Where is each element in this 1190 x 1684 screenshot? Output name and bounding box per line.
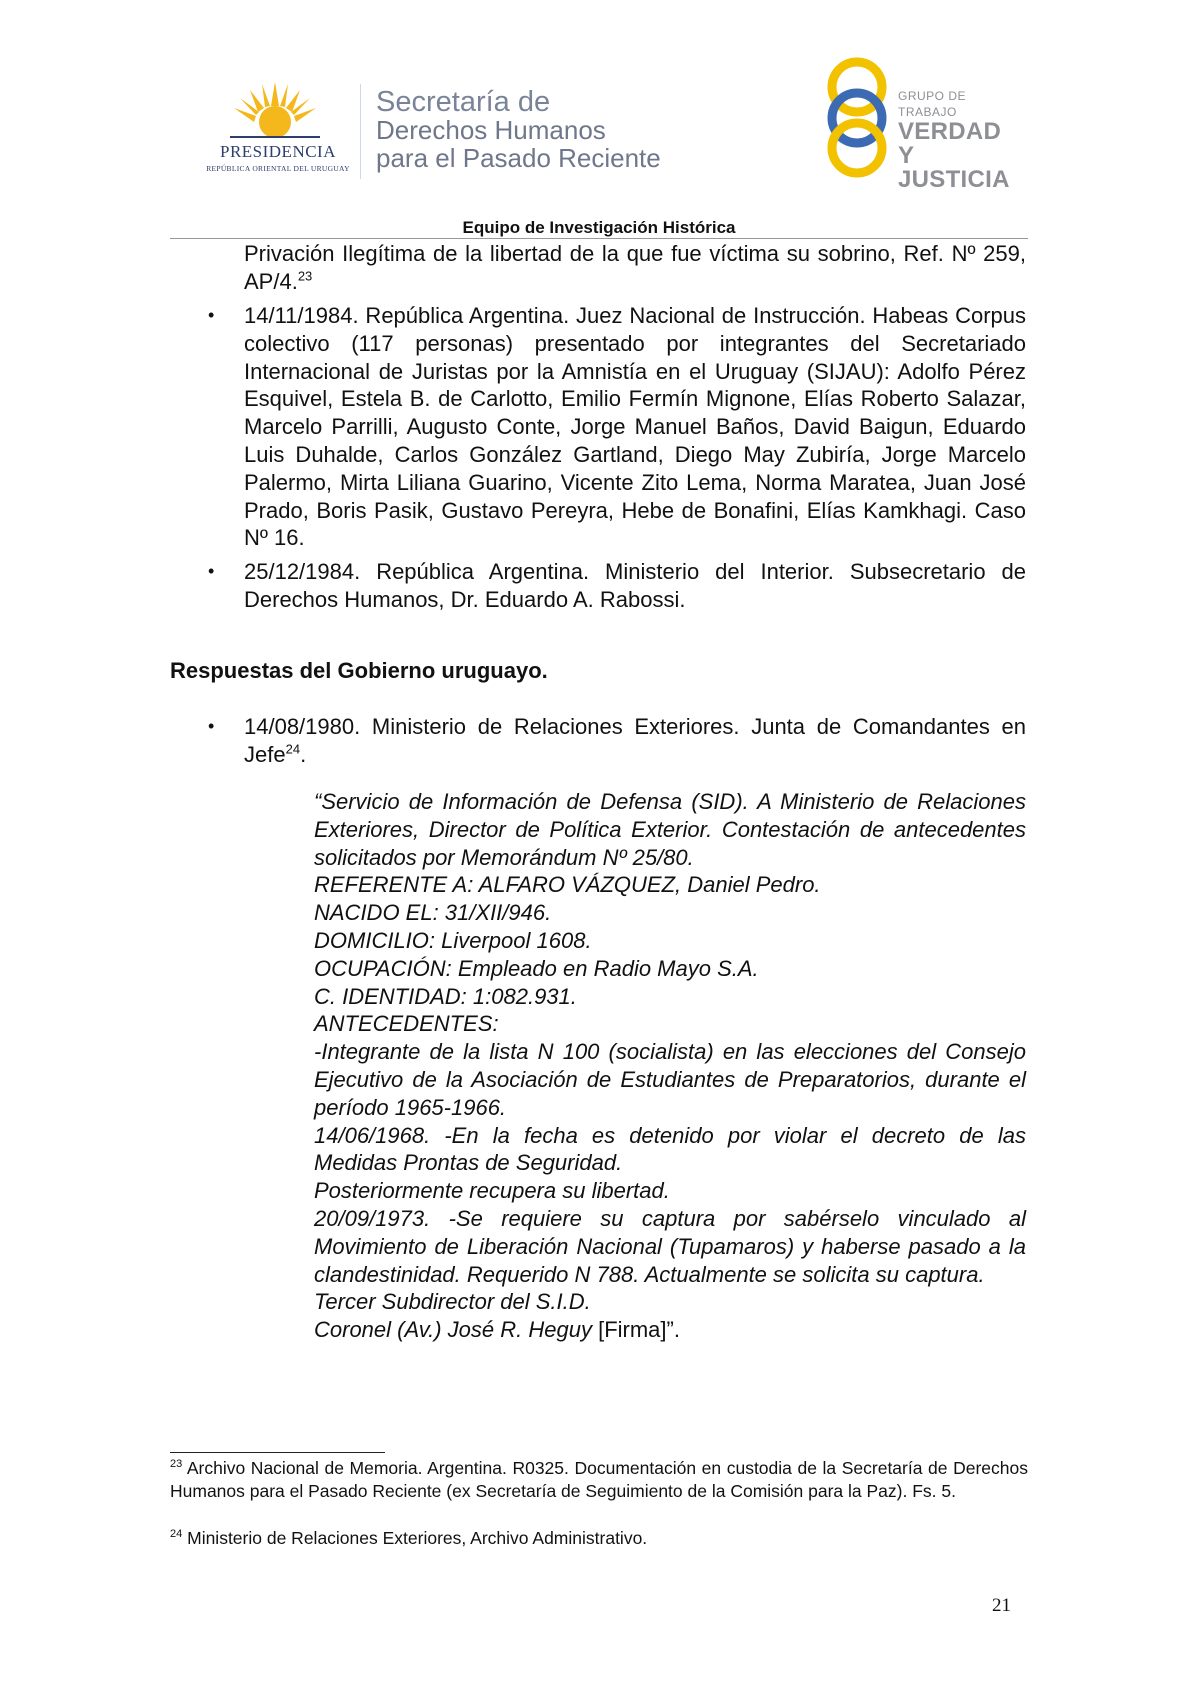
grupo-label: GRUPO DE TRABAJO — [898, 89, 967, 119]
quote-intro: “Servicio de Información de Defensa (SID). A Ministerio de Relaciones Exteriores, Director de Política Exterior. Contestación de antecedentes solicitados por Memorándum Nº 25/80. — [314, 789, 1026, 870]
list-item: 14/11/1984. República Argentina. Juez Nacional de Instrucción. Habeas Corpus colectivo (117 personas) presentado por integrantes del Secretariado Internacional de Juristas por la Amnistía en el Uruguay (SIJAU): Adolfo Pérez Esquivel, Estela B. de Carlotto, Emilio Fermín Mignone, Elías Roberto Salazar, Marcelo Parrilli, Augusto Conte, Jorge Manuel Baños, David Baigun, Eduardo Luis Duhalde, Carlos González Gartland, Diego May Zubiría, Jorge Marcelo Palermo, Mirta Liliana Guarino, Vicente Zito Lema, Norma Maratea, Juan José Prado, Boris Pasik, Gustavo Pereyra, Hebe de Bonafini, Elías Kamkhagi. Caso Nº 16. — [244, 303, 1026, 551]
quote-antecedente-1: -Integrante de la lista N 100 (socialista) en las elecciones del Consejo Ejecutivo de la Asociación de Estudiantes de Preparatorios, durante el período 1965-1966. — [314, 1039, 1026, 1120]
quote-antecedente-3: Posteriormente recupera su libertad. — [314, 1178, 670, 1204]
footnote-24 — [170, 1527, 1028, 1550]
quote-identidad: C. IDENTIDAD: 1:082.931. — [314, 983, 577, 1009]
section-heading: Respuestas del Gobierno uruguayo. — [170, 658, 548, 683]
verdad-justicia-text — [898, 88, 1022, 192]
quoted-document — [244, 788, 1026, 1344]
secretaria-title — [376, 88, 661, 172]
secretaria-line-2: Derechos Humanos — [376, 115, 606, 145]
footnote-text: Ministerio de Relaciones Exteriores, Archivo Administrativo. — [182, 1528, 648, 1548]
quote-nacido: NACIDO EL: 31/XII/946. — [314, 900, 552, 926]
header-rule — [170, 238, 1028, 239]
continuation-paragraph — [244, 240, 1026, 296]
presidencia-name: PRESIDENCIA — [219, 142, 336, 161]
sun-icon — [230, 80, 320, 140]
list-item-text: 14/08/1980. Ministerio de Relaciones Exteriores. Junta de Comandantes en Jefe — [244, 714, 1026, 767]
bullet-icon: • — [208, 305, 215, 325]
verdad-justicia-logo — [822, 55, 1022, 193]
footnote-23 — [170, 1457, 1028, 1503]
footnote-rule — [170, 1452, 385, 1453]
secretaria-line-1: Secretaría de — [376, 86, 551, 118]
quote-domicilio: DOMICILIO: Liverpool 1608. — [314, 927, 592, 953]
page-header — [0, 0, 1190, 237]
quote-antecedentes: ANTECEDENTES: — [314, 1011, 499, 1037]
verdad-label: VERDAD Y — [898, 118, 1002, 169]
secretaria-line-3: para el Pasado Reciente — [376, 143, 661, 173]
bullet-icon: • — [208, 561, 215, 581]
quote-ocupacion: OCUPACIÓN: Empleado en Radio Mayo S.A. — [314, 955, 759, 981]
quote-antecedente-2: 14/06/1968. -En la fecha es detenido por violar el decreto de las Medidas Prontas de Seguridad. — [314, 1122, 1026, 1176]
footnote-ref-23: 23 — [297, 268, 313, 284]
footnote-text: Archivo Nacional de Memoria. Argentina. R0325. Documentación en custodia de la Secretaría de Derechos Humanos para el Pasado Reciente (ex Secretaría de Seguimiento de la Comisión para la Paz). Fs. 5. — [170, 1458, 1028, 1501]
list-item-end: . — [300, 741, 307, 767]
team-title: Equipo de Investigación Histórica — [462, 218, 736, 237]
footnote-number: 23 — [170, 1458, 183, 1471]
logo-divider — [360, 84, 361, 179]
linked-rings-icon — [822, 55, 892, 180]
list-item — [244, 713, 1026, 769]
page-number: 21 — [992, 1595, 1011, 1616]
quote-signature-2 — [244, 1316, 1026, 1344]
presidencia-subtitle: REPÚBLICA ORIENTAL DEL URUGUAY — [206, 164, 350, 173]
footnote-ref-24: 24 — [285, 741, 301, 757]
signature-firma: [Firma]”. — [591, 1317, 680, 1343]
quote-referente: REFERENTE A: ALFARO VÁZQUEZ, Daniel Pedro. — [314, 872, 821, 898]
list-item: 25/12/1984. República Argentina. Ministerio del Interior. Subsecretario de Derechos Humanos, Dr. Eduardo A. Rabossi. — [244, 559, 1026, 612]
bullet-icon: • — [208, 716, 215, 736]
signature-name: Coronel (Av.) José R. Heguy — [314, 1317, 592, 1343]
quote-signature-1: Tercer Subdirector del S.I.D. — [314, 1289, 591, 1315]
presidencia-logo — [198, 80, 358, 180]
footnote-number: 24 — [170, 1528, 183, 1541]
continuation-text: Privación Ilegítima de la libertad de la que fue víctima su sobrino, Ref. Nº 259, AP/4. — [244, 241, 1026, 294]
justicia-label: JUSTICIA — [898, 166, 1010, 193]
quote-antecedente-4: 20/09/1973. -Se requiere su captura por sabérselo vinculado al Movimiento de Liberación Nacional (Tupamaros) y haberse pasado a la clandestinidad. Requerido N 788. Actualmente se solicita su captura. — [314, 1205, 1026, 1287]
